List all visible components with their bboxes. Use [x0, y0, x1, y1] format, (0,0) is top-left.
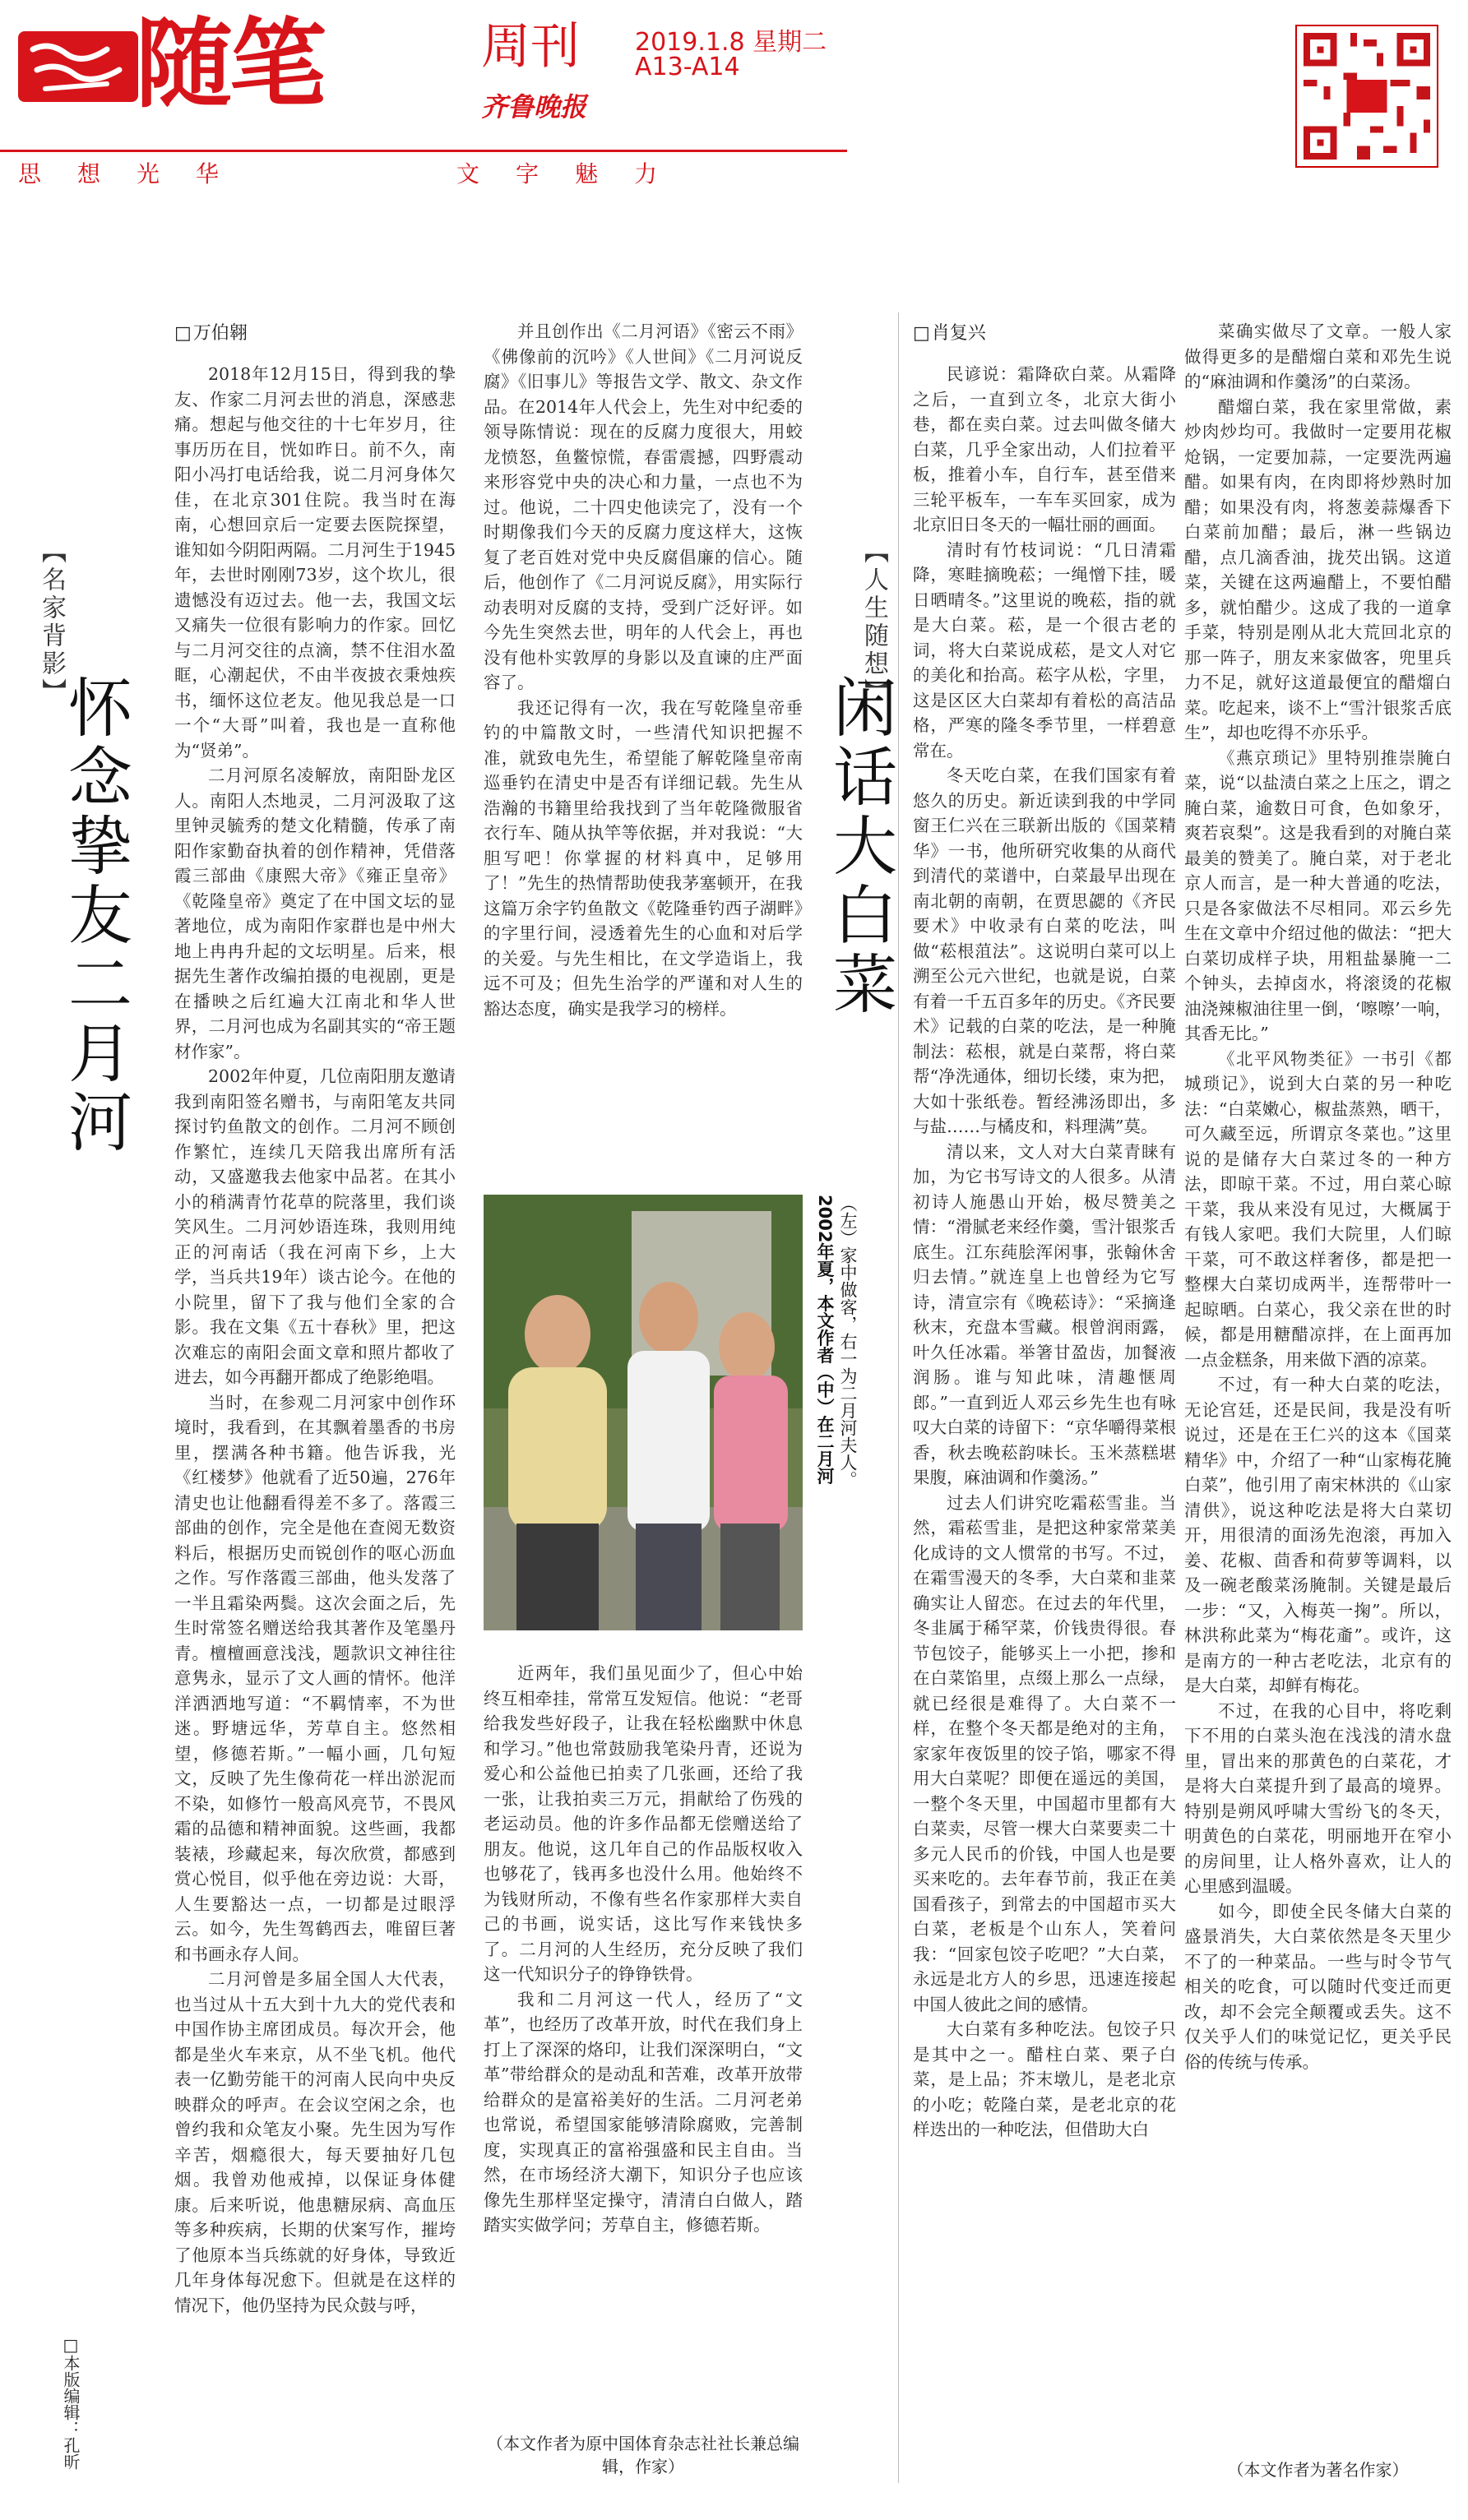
- article-paragraph: 我还记得有一次，我在写乾隆皇帝垂钓的中篇散文时，一些清代知识把握不准，就致电先生，希望能了解乾隆皇帝南巡垂钓在清史中是否有详细记载。先生从浩瀚的书籍里给我找到了当年乾隆微服省衣行车、随从执竿等依据，并对我说：“大胆写吧！你掌握的材料真中，足够用了！”先生的热情帮助使我茅塞顿开，在我这篇万余字钓鱼散文《乾隆垂钓西子湖畔》的字里行间，浸透着先生的心血和对后学的关爱。与先生相比，在文学造诣上，我远不可及；但先生治学的严谨和对人生的豁达态度，确实是我学习的榜样。: [484, 697, 803, 1019]
- editor-credit: □本版编辑：孔昕: [61, 2335, 81, 2470]
- article-paragraph: 醋熘白菜，我在家里常做，素炒肉炒均可。我做时一定要用花椒炝锅，一定要加蒜，一定要洗两遍醋。如果有肉，在肉即将炒熟时加醋；如果没有肉，将葱姜蒜爆香下白菜前加醋；最后，淋一些锅边醋，点几滴香油，拢芡出锅。这道菜，关键在这两遍醋上，不要怕醋多，就怕醋少。这成了我的一道拿手菜，特别是刚从北大荒回北京的那一阵子，朋友来家做客，兜里兵力不足，就好这道最便宜的醋熘白菜。吃起来，谈不上“雪汁银浆舌底生”，却也吃得不亦乐乎。: [1184, 396, 1452, 742]
- article-title-left: 怀念挚友二月河: [58, 674, 132, 1158]
- newspaper-name: 齐鲁晚报: [481, 91, 587, 123]
- author-name-left: □ 万伯翱: [174, 319, 248, 344]
- article-column: [1184, 319, 1452, 2440]
- article-title-right: 闲话大白菜: [822, 674, 896, 1020]
- author-note-left: （本文作者为原中国体育杂志社社长兼总编辑，作家）: [487, 2434, 799, 2476]
- brand-logo: [16, 25, 140, 107]
- brand-title: 随笔: [136, 7, 324, 121]
- article-paragraph: 并且创作出《二月河语》《密云不雨》《佛像前的沉吟》《人世间》《二月河说反腐》《旧事儿》等报告文学、散文、杂文作品。在2014年人代会上，先生对中纪委的领导陈情说：现在的反腐力度很大，用蛟龙愤怒，鱼鳖惊慌，春雷震撼，四野震动来形容党中央的决心和力量，一点也不为过。他说，二十四史他读完了，没有一个时期像我们今天的反腐力度这样大，这恢复了老百姓对党中央反腐倡廉的信心。随后，他创作了《二月河说反腐》，用实际行动表明对反腐的支持，受到广泛好评。如今先生突然去世，明年的人代会上，再也没有他朴实敦厚的身影以及直谏的庄严面容了。: [484, 321, 803, 692]
- article-paragraph: 《北平风物类征》一书引《都城琐记》，说到大白菜的另一种吃法：“白菜嫩心，椒盐蒸熟，晒干，可久藏至远，所谓京冬菜也。”这里说的是储存大白菜过冬的一种方法，即晾干菜。不过，用白菜心晾干菜，我从来没有见过，大概属于有钱人家吧。我们大院里，人们晾干菜，可不敢这样奢侈，都是把一整棵大白菜切成两半，连帮带叶一起晾晒。白菜心，我父亲在世的时候，都是用糖醋凉拌，在上面再加一点金糕条，用来做下酒的凉菜。: [1184, 1048, 1452, 1370]
- article-paragraph: 2002年仲夏，几位南阳朋友邀请我到南阳签名赠书，与南阳笔友共同探讨钓鱼散文的创作。二月河不顾创作繁忙，连续几天陪我出席所有活动，又盛邀我去他家中品茗。在其小小的稍满青竹花草的院落里，我们谈笑风生。二月河妙语连珠，我则用纯正的河南话（我在河南下乡，上大学，当兵共19年）谈古论今。在他的小院里，留下了我与他们全家的合影。我在文集《五十春秋》里，把这次难忘的南阳会面文章和照片都收了进去，如今再翻开都成了绝影绝唱。: [174, 1066, 456, 1387]
- photo-caption-line: （左）家中做客，右一为二月河夫人。: [838, 1195, 858, 1488]
- article-paragraph: 清以来，文人对大白菜青睐有加，为它书写诗文的人很多。从清初诗人施愚山开始，极尽赞美之情：“滑腻老来经作羹，雪汁银浆舌底生。江东莼脍浑闲事，张翰休舍归去情。”就连皇上也曾经为它写诗，清宣宗有《晚菘诗》：“采摘逢秋末，充盘本雪藏。根曾润雨露，叶久任冰霜。举箸甘盈齿，加餐液润肠。谁与知此味，清趣惬周郎。”一直到近人邓云乡先生也有咏叹大白菜的诗留下：“京华嚼得菜根香，秋去晚菘韵味长。玉米蒸糕堪果腹，麻油调和作羹汤。”: [913, 1141, 1176, 1487]
- slogan-left: 思想光华: [18, 160, 256, 187]
- column-divider: [898, 312, 899, 2483]
- brand-seal-icon: [16, 25, 140, 107]
- article-paragraph: 不过，在我的心目中，将吃剩下不用的白菜头泡在浅浅的清水盘里，冒出来的那黄色的白菜花，才是将大白菜提升到了最高的境界。特别是朔风呼啸大雪纷飞的冬天，明黄色的白菜花，明丽地开在窄小的房间里，让人格外喜欢，让人的心里感到温暖。: [1184, 1700, 1452, 1896]
- author-name-right: □ 肖复兴: [913, 319, 986, 344]
- article-paragraph: 二月河原名凌解放，南阳卧龙区人。南阳人杰地灵，二月河汲取了这里钟灵毓秀的楚文化精髓，传承了南阳作家勤奋执着的创作精神，凭借落霞三部曲《康熙大帝》《雍正皇帝》《乾隆皇帝》奠定了在中国文坛的显著地位，成为南阳作家群也是中州大地上冉冉升起的文坛明星。后来，根据先生著作改编拍摄的电视剧，更是在播映之后红遍大江南北和华人世界，二月河也成为名副其实的“帝王题材作家”。: [174, 765, 456, 1061]
- section-tag-right: 【人生随想】: [859, 539, 888, 706]
- photo-caption: [810, 1195, 859, 1630]
- article-paragraph: 清时有竹枝词说：“几日清霜降，寒畦摘晚菘；一绳憎下挂，暖日晒晴冬。”这里说的晚菘，指的就是大白菜。菘，是一个很古老的词，将大白菜说成菘，是文人对它的美化和抬高。菘字从松，字里，这是区区大白菜却有着松的高洁品格，严寒的隆冬季节里，一样碧意常在。: [913, 539, 1176, 761]
- article-paragraph: 如今，即使全民冬储大白菜的盛景消失，大白菜依然是冬天里少不了的一种菜品。一些与时令节气相关的吃食，可以随时代变迁而更改，却不会完全颠覆或丢失。这不仅关乎人们的味觉记忆，更关乎民俗的传统与传承。: [1184, 1901, 1452, 2072]
- author-photo: [484, 1195, 803, 1630]
- article-paragraph: 《燕京琐记》里特别推崇腌白菜，说“以盐渍白菜之上压之，谓之腌白菜，逾数日可食，色如象牙，爽若哀梨”。这是我看到的对腌白菜最美的赞美了。腌白菜，对于老北京人而言，是一种大普通的吃法，只是各家做法不尽相同。邓云乡先生在文章中介绍过他的做法：“把大白菜切成样子块，用粗盐暴腌一二个钟头，去掉卤水，将滚烫的花椒油浇辣椒油往里一倒，‘嚓嚓’一响，其香无比。”: [1184, 747, 1452, 1043]
- section-tag-left: 【名家背影】: [37, 539, 66, 706]
- qr-code-icon[interactable]: [1295, 25, 1438, 168]
- brand-subtitle: 周刊: [481, 18, 580, 76]
- article-paragraph: 当时，在参观二月河家中创作环境时，我看到，在其飘着墨香的书房里，摆满各种书籍。他告诉我，光《红楼梦》他就看了近50遍，276年清史也让他翻看得差不多了。落霞三部曲的创作，完全是他在查阅无数资料后，根据历史而锐创作的呕心沥血之作。写作落霞三部曲，他头发落了一半且霜染两鬓。这次会面之后，先生时常签名赠送给我其著作及笔墨丹青。檀檀画意浅浅，题款识文神往往意隽永，显示了文人画的情怀。他洋洋洒洒地写道：“不羁情率，不为世迷。野塘远华，芳草自主。悠然相望，修德若斯。”一幅小画，几句短文，反映了先生像荷花一样出淤泥而不染，如修竹一般高风亮节，不畏风霜的品德和精神面貌。这些画，我都装裱，珍藏起来，每次欣赏，都感到赏心悦目，似乎他在旁边说：大哥，人生要豁达一点，一切都是过眼浮云。如今，先生驾鹤西去，唯留巨著和书画永存人间。: [174, 1392, 456, 1964]
- issue-pages: A13-A14: [635, 53, 740, 81]
- article-paragraph: 近两年，我们虽见面少了，但心中始终互相牵挂，常常互发短信。他说：“老哥给我发些好段子，让我在轻松幽默中休息和学习。”他也常鼓励我笔染丹青，还说为爱心和公益他已拍卖了几张画，还给了我一张，让我拍卖三万元，捐献给了伤残的老运动员。他的许多作品都无偿赠送给了朋友。他说，这几年自己的作品版权收入也够花了，钱再多也没什么用。他始终不为钱财所动，不像有些名作家那样大卖自己的书画，说实话，这比写作来钱快多了。二月河的人生经历，充分反映了我们这一代知识分子的铮铮铁骨。: [484, 1663, 803, 1984]
- slogan-right: 文字魅力: [456, 160, 694, 187]
- article-paragraph: 我和二月河这一代人，经历了“文革”，也经历了改革开放，时代在我们身上打上了深深的烙印，让我们深深明白，“文革”带给群众的是动乱和苦难，改革开放带给群众的是富裕美好的生活。二月河老弟也常说，希望国家能够清除腐败，完善制度，实现真正的富裕强盛和民主自由。当然，在市场经济大潮下，知识分子也应该像先生那样坚定操守，清清白白做人，踏踏实实做学问；芳草自主，修德若斯。: [484, 1989, 803, 2235]
- article-column: [484, 319, 803, 1174]
- article-paragraph: 2018年12月15日，得到我的挚友、作家二月河去世的消息，深感悲痛。想起与他交往的十七年岁月，往事历历在目，恍如昨日。前不久，南阳小冯打电话给我，说二月河身体欠佳，在北京301住院。我当时在海南，心想回京后一定要去医院探望，谁知如今阴阳两隔。二月河生于1945年，去世时刚刚73岁，这个坎儿，很遗憾没有迈过去。他一去，我国文坛又痛失一位很有影响力的作家。回忆与二月河交往的点滴，禁不住泪水盈眶，心潮起伏，不由半夜披衣秉烛疾书，缅怀这位老友。他见我总是一口一个“大哥”叫着，我也是一直称他为“贤弟”。: [174, 364, 456, 761]
- article-paragraph: 菜确实做尽了文章。一般人家做得更多的是醋熘白菜和邓先生说的“麻油调和作羹汤”的白菜汤。: [1184, 321, 1452, 391]
- article-paragraph: 冬天吃白菜，在我们国家有着悠久的历史。新近读到我的中学同窗王仁兴在三联新出版的《国菜精华》一书，他所研究收集的从商代到清代的菜谱中，白菜最早出现在南北朝的南朝，在贾思勰的《齐民要术》中收录有白菜的吃法，叫做“菘根菹法”。这说明白菜可以上溯至公元六世纪，也就是说，白菜有着一千五百多年的历史。《齐民要术》记载的白菜的吃法，是一种腌制法：菘根，就是白菜帮，将白菜帮“净洗通体，细切长缕，束为把，大如十张纸卷。暂经沸汤即出，多与盐……与橘皮和，料理满”莫。: [913, 765, 1176, 1136]
- article-paragraph: 不过，有一种大白菜的吃法，无论宫廷，还是民间，我是没有听说过，还是在王仁兴的这本《国菜精华》中，介绍了一种“山家梅花腌白菜”，他引用了南宋林洪的《山家清供》，说这种吃法是将大白菜切开，用很清的面汤先泡滚，再加入姜、花椒、茴香和荷萝等调料，以及一碗老酸菜汤腌制。关键是最后一步：“又，入梅英一掬”。所以，林洪称此菜为“梅花齑”。或许，这是南方的一种古老吃法，北京有的是大白菜，却鲜有梅花。: [1184, 1375, 1452, 1695]
- article-column: [484, 1661, 803, 2417]
- article-paragraph: 民谚说：霜降砍白菜。从霜降之后，一直到立冬，北京大街小巷，都在卖白菜。过去叫做冬储大白菜，几乎全家出动，人们拉着平板，推着小车，自行车，甚至借来三轮平板车，一车车买回家，成为北京旧日冬天的一幅壮丽的画面。: [913, 364, 1176, 534]
- photo-caption-line: 2002年夏，本文作者（中）在二月河: [815, 1195, 835, 1485]
- author-note-right: （本文作者为著名作家）: [1227, 2460, 1409, 2480]
- article-paragraph: 过去人们讲究吃霜菘雪韭。当然，霜菘雪韭，是把这种家常菜美化成诗的文人惯常的书写。不过，在霜雪漫天的冬季，大白菜和韭菜确实让人留恋。在过去的年代里，冬韭属于稀罕菜，价钱贵得很。春节包饺子，能够买上一小把，掺和在白菜馅里，点缀上那么一点绿，就已经很是难得了。大白菜不一样，在整个冬天都是绝对的主角，家家年夜饭里的饺子馅，哪家不得用大白菜呢？即便在遥远的美国，一整个冬天里，中国超市里都有大白菜卖，尽管一棵大白菜要卖二十多元人民币的价钱，中国人也是要买来吃的。去年春节前，我正在美国看孩子，到常去的中国超市买大白菜，老板是个山东人，笑着问我：“回家包饺子吃吧？”大白菜，永远是北方人的乡思，迅速连接起中国人彼此之间的感情。: [913, 1492, 1176, 2014]
- issue-date: 2019.1.8 星期二: [635, 28, 827, 57]
- article-column: [913, 362, 1176, 2483]
- article-column: [174, 362, 456, 2483]
- article-paragraph: 二月河曾是多届全国人大代表，也当过从十五大到十九大的党代表和中国作协主席团成员。每次开会，他都是坐火车来京，从不坐飞机。他代表一亿勤劳能干的河南人民向中央反映群众的呼声。在会议空闲之余，也曾约我和众笔友小聚。先生因为写作辛苦，烟瘾很大，每天要抽好几包烟。我曾劝他戒掉，以保证身体健康。后来听说，他患糖尿病、高血压等多种疾病，长期的伏案写作，摧垮了他原本当兵练就的好身体，导致近几年身体每况愈下。但就是在这样的情况下，他仍坚持为民众鼓与呼，: [174, 1969, 456, 2315]
- article-paragraph: 大白菜有多种吃法。包饺子只是其中之一。醋柱白菜、栗子白菜，是上品；芥末墩儿，是老北京的小吃；乾隆白菜，是老北京的花样迭出的一种吃法，但借助大白: [913, 2019, 1176, 2139]
